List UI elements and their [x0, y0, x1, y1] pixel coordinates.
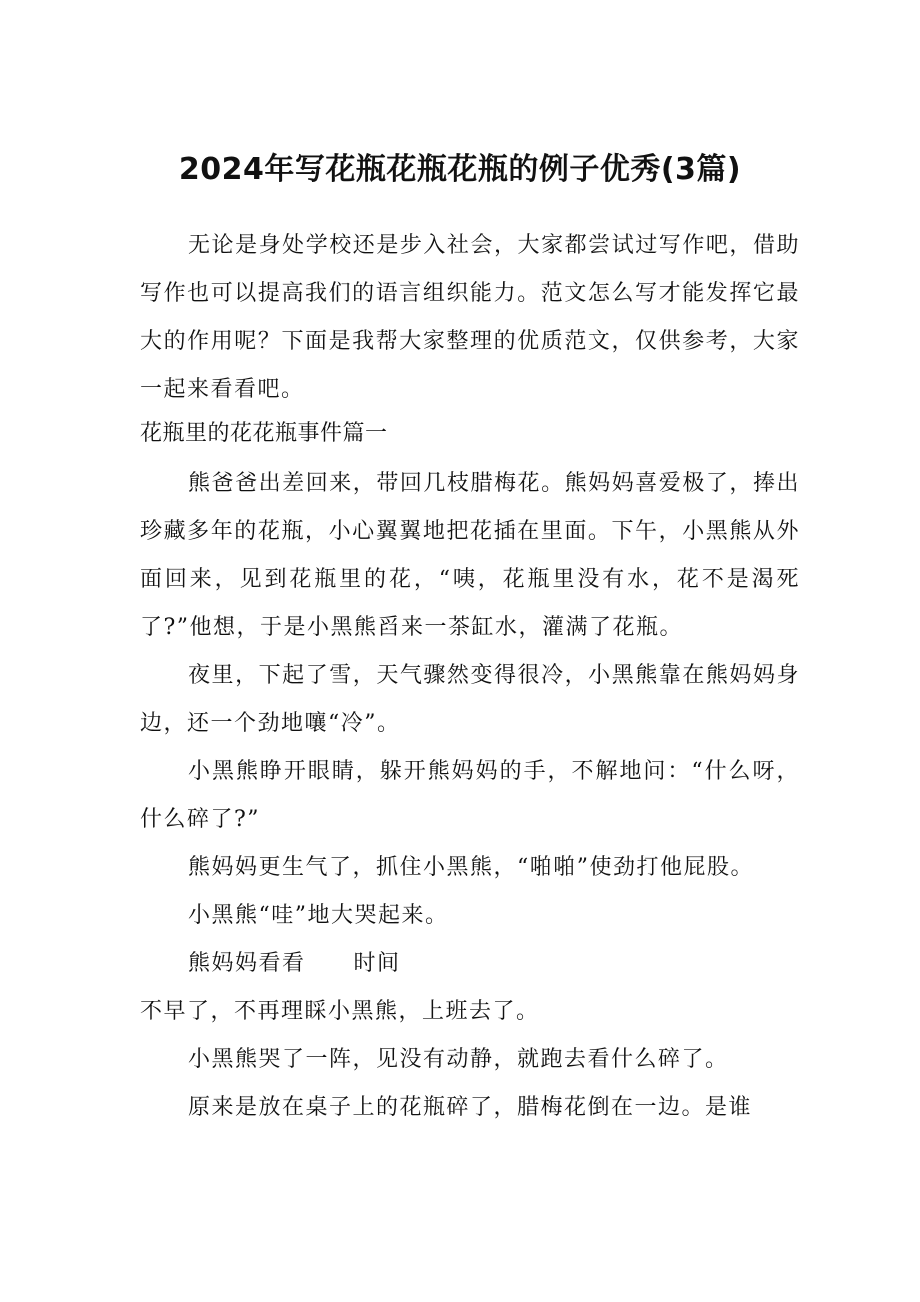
story-paragraph-1: 熊爸爸出差回来，带回几枝腊梅花。熊妈妈喜爱极了，捧出珍藏多年的花瓶，小心翼翼地把花插在里面。下午，小黑熊从外面回来，见到花瓶里的花，“咦，花瓶里没有水，花不是渴死了?”他想，于是小黑熊舀来一茶缸水，灌满了花瓶。: [140, 471, 800, 640]
story-paragraph-5: 小黑熊“哇”地大哭起来。: [188, 903, 449, 928]
page-title: 2024年写花瓶花瓶花瓶的例子优秀(3篇): [178, 152, 742, 187]
story-paragraph-9: 原来是放在桌子上的花瓶碎了，腊梅花倒在一边。是谁: [188, 1095, 753, 1120]
story-paragraph-6-part-b: 时间: [353, 951, 401, 976]
story-paragraph-6-part-a: 熊妈妈看看: [188, 951, 306, 976]
document-body: [140, 222, 800, 1132]
section-heading: 花瓶里的花花瓶事件篇一: [140, 421, 388, 446]
story-paragraph-7: 不早了，不再理睬小黑熊，上班去了。: [140, 999, 540, 1024]
story-paragraph-3: 小黑熊睁开眼睛，躲开熊妈妈的手，不解地问：“什么呀，什么碎了?”: [140, 759, 800, 832]
story-paragraph-4: 熊妈妈更生气了，抓住小黑熊，“啪啪”使劲打他屁股。: [188, 855, 754, 880]
story-paragraph-8: 小黑熊哭了一阵，见没有动静，就跑去看什么碎了。: [188, 1047, 729, 1072]
story-paragraph-2: 夜里，下起了雪，天气骤然变得很冷，小黑熊靠在熊妈妈身边，还一个劲地嚷“冷”。: [140, 663, 800, 736]
intro-paragraph: 无论是身处学校还是步入社会，大家都尝试过写作吧，借助写作也可以提高我们的语言组织能力。范文怎么写才能发挥它最大的作用呢？下面是我帮大家整理的优质范文，仅供参考，大家一起来看看吧。: [140, 233, 800, 402]
story-paragraph-6: [140, 940, 800, 988]
